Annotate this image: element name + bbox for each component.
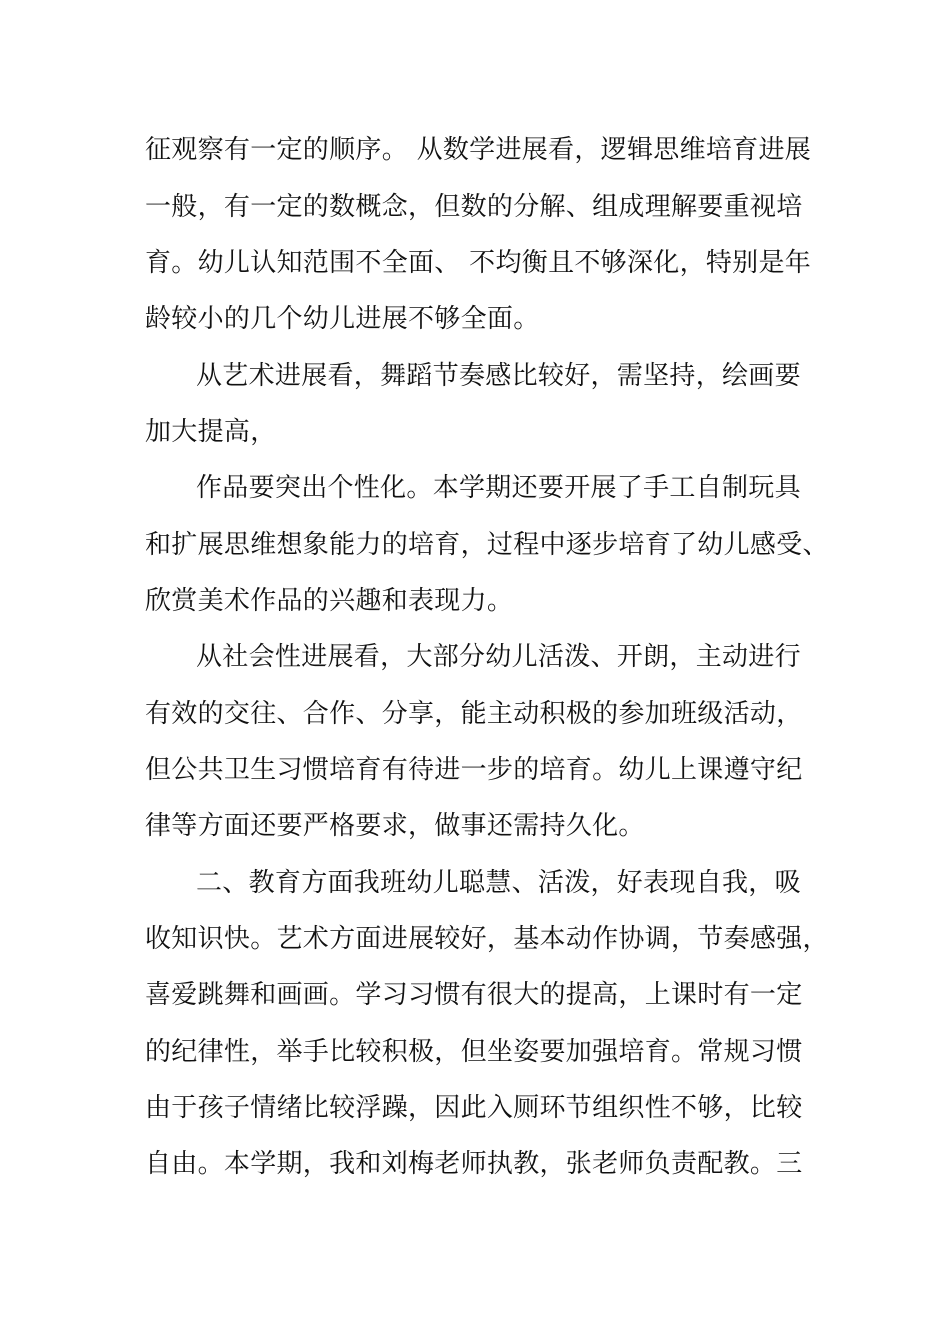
text-line: 征观察有一定的顺序。 从数学进展看，逻辑思维培育进展 (145, 135, 812, 165)
text-line: 的纪律性，举手比较积极，但坐姿要加强培育。常规习惯 (145, 1037, 803, 1067)
text-line: 律等方面还要严格要求，做事还需持久化。 (145, 811, 645, 841)
text-line: 和扩展思维想象能力的培育，过程中逐步培育了幼儿感受、 (145, 530, 829, 560)
text-line: 从社会性进展看，大部分幼儿活泼、开朗，主动进行 (196, 642, 801, 672)
text-line: 欣赏美术作品的兴趣和表现力。 (145, 586, 514, 616)
text-line: 有效的交往、合作、分享，能主动积极的参加班级活动， (145, 699, 803, 729)
text-line: 二、教育方面我班幼儿聪慧、活泼，好表现自我，吸 (196, 868, 801, 898)
text-line: 加大提高， (145, 417, 277, 447)
text-line: 育。幼儿认知范围不全面、 不均衡且不够深化，特别是年 (145, 248, 812, 278)
text-line: 喜爱跳舞和画画。学习习惯有很大的提高，上课时有一定 (145, 980, 803, 1010)
text-line: 龄较小的几个幼儿进展不够全面。 (145, 304, 540, 334)
text-line: 作品要突出个性化。本学期还要开展了手工自制玩具 (196, 473, 801, 503)
text-line: 收知识快。艺术方面进展较好，基本动作协调，节奏感强， (145, 924, 829, 954)
text-line: 但公共卫生习惯培育有待进一步的培育。幼儿上课遵守纪 (145, 755, 803, 785)
text-line: 一般，有一定的数概念，但数的分解、组成理解要重视培 (145, 192, 803, 222)
text-line: 由于孩子情绪比较浮躁，因此入厕环节组织性不够，比较 (145, 1093, 803, 1123)
text-line: 自由。本学期，我和刘梅老师执教，张老师负责配教。三 (145, 1149, 803, 1179)
text-line: 从艺术进展看，舞蹈节奏感比较好，需坚持，绘画要 (196, 361, 801, 391)
